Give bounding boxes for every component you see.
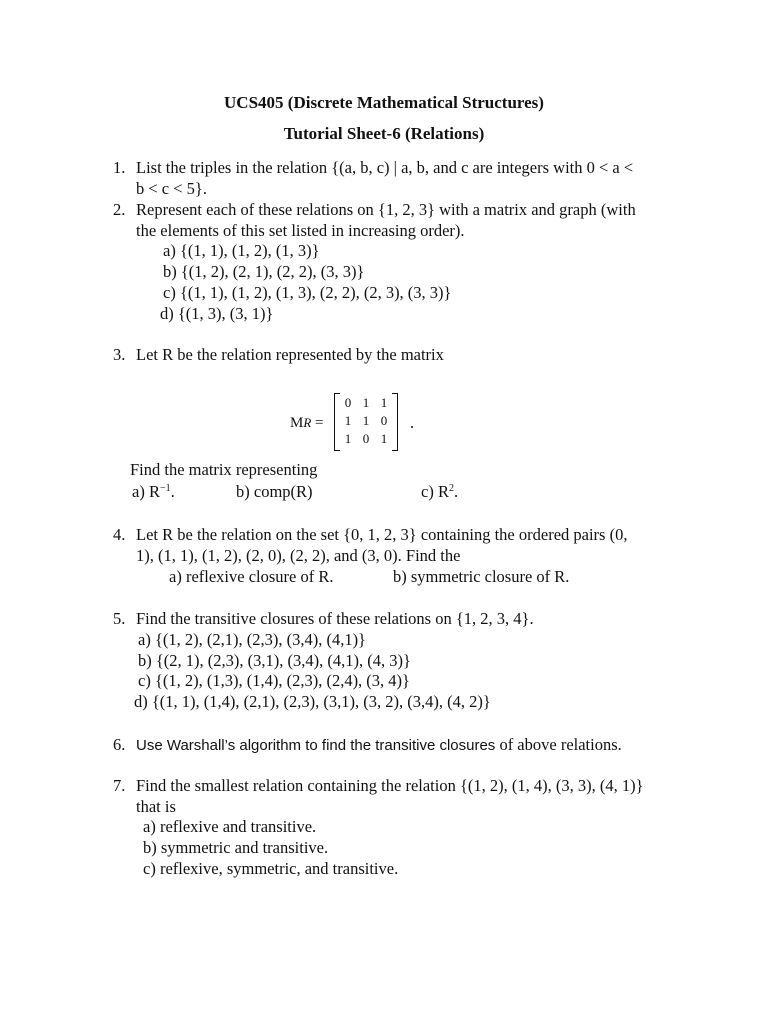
matrix-cell: 1	[344, 413, 352, 428]
q2-part-c: c) {(1, 1), (1, 2), (1, 3), (2, 2), (2, 3), (3, 3)}	[163, 283, 452, 302]
q7-line1: Find the smallest relation containing the relation {(1, 2), (1, 4), (3, 3), (4, 1)}	[136, 776, 644, 795]
relation-matrix	[334, 393, 398, 449]
matrix-period: .	[410, 413, 415, 432]
q2-line2: the elements of this set listed in increasing order).	[136, 221, 465, 240]
q2-part-b: b) {(1, 2), (2, 1), (2, 2), (3, 3)}	[163, 262, 365, 281]
q5-line1: Find the transitive closures of these relations on {1, 2, 3, 4}.	[136, 609, 534, 628]
matrix-label: MR =	[290, 415, 324, 431]
q5-part-c: c) {(1, 2), (1,3), (1,4), (2,3), (2,4), (3, 4)}	[138, 671, 410, 690]
q3-part-c: c) $R^2$.	[421, 482, 459, 501]
q2-part-d: d) {(1, 3), (3, 1)}	[160, 304, 274, 323]
q5-part-d: d) {(1, 1), (1,4), (2,1), (2,3), (3,1), (3, 2), (3,4), (4, 2)}	[134, 692, 491, 711]
matrix-cell: 0	[344, 395, 352, 410]
matrix-cell: 0	[362, 431, 370, 446]
matrix-cell: 1	[380, 431, 388, 446]
sheet-title: Tutorial Sheet-6 (Relations)	[283, 124, 485, 143]
matrix-cell: 0	[380, 413, 388, 428]
q3-part-a: a) $R^{-1}$.	[132, 482, 175, 501]
q4-part-a: a) reflexive closure of R.	[169, 567, 334, 586]
matrix-right-bracket	[392, 393, 398, 451]
q3-part-b: b) comp(R)	[236, 482, 313, 501]
q7-part-b: b) symmetric and transitive.	[143, 838, 329, 857]
q7-part-c: c) reflexive, symmetric, and transitive.	[143, 859, 399, 878]
q7-part-a: a) reflexive and transitive.	[143, 817, 317, 836]
q1-line1: List the triples in the relation {(a, b, c) | a, b, and c are integers with 0 < a <	[136, 158, 634, 177]
matrix-cell: 1	[344, 431, 352, 446]
q4-number: 4.	[113, 525, 126, 544]
q7-number: 7.	[113, 776, 126, 795]
matrix-cell: 1	[380, 395, 388, 410]
q3-find: Find the matrix representing	[130, 460, 318, 479]
q3-line1: Let R be the relation represented by the matrix	[136, 345, 444, 364]
q5-number: 5.	[113, 609, 126, 628]
matrix-cell: 1	[362, 395, 370, 410]
q5-part-b: b) {(2, 1), (2,3), (3,1), (3,4), (4,1), (4, 3)}	[138, 651, 411, 670]
q6-text: Use Warshall’s algorithm to find the transitive closures of above relations.	[136, 735, 622, 754]
matrix-cell: 1	[362, 413, 370, 428]
q2-part-a: a) {(1, 1), (1, 2), (1, 3)}	[163, 241, 320, 260]
q6-number: 6.	[113, 735, 126, 754]
q4-line1: Let R be the relation on the set {0, 1, 2, 3} containing the ordered pairs (0,	[136, 525, 628, 544]
q3-number: 3.	[113, 345, 126, 364]
q1-line2: b < c < 5}.	[136, 179, 207, 198]
q2-number: 2.	[113, 200, 126, 219]
course-title: UCS405 (Discrete Mathematical Structures)	[224, 93, 544, 112]
q2-line1: Represent each of these relations on {1, 2, 3} with a matrix and graph (with	[136, 200, 636, 219]
q5-part-a: a) {(1, 2), (2,1), (2,3), (3,4), (4,1)}	[138, 630, 366, 649]
q4-part-b: b) symmetric closure of R.	[393, 567, 570, 586]
q4-line2: 1), (1, 1), (1, 2), (2, 0), (2, 2), and (3, 0). Find the	[136, 546, 461, 565]
q1-number: 1.	[113, 158, 126, 177]
q7-line2: that is	[136, 797, 176, 816]
